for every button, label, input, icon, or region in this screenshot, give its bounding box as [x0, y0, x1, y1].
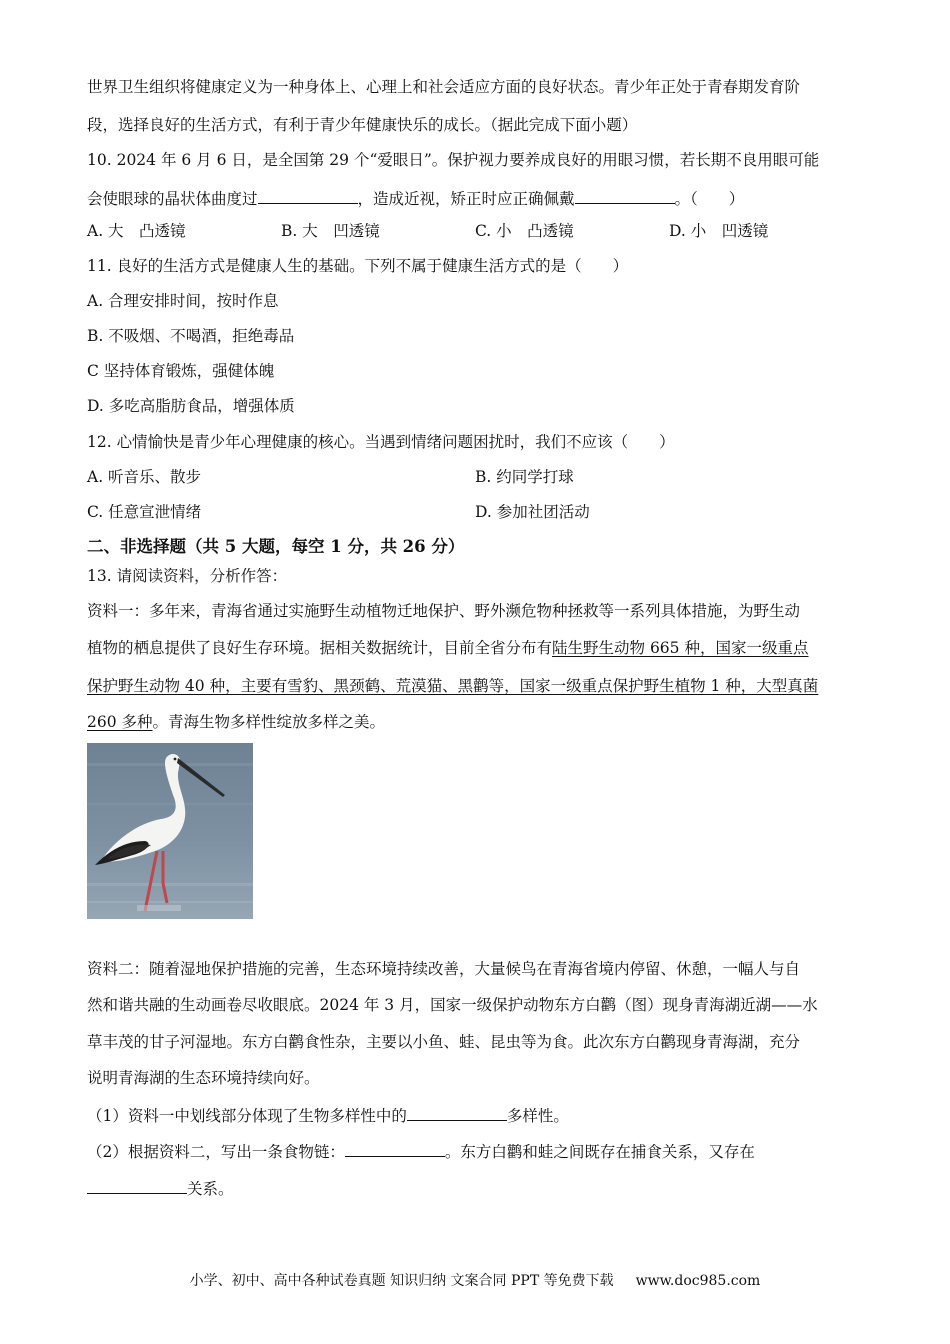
material-2-line-2: 然和谐共融的生动画卷尽收眼底。2024 年 3 月，国家一级保护动物东方白鹳（图）现身青海湖近湖——水 [87, 996, 818, 1014]
q11-stem: 11. 良好的生活方式是健康人生的基础。下列不属于健康生活方式的是（ ） [87, 257, 629, 275]
q11-option-d: D. 多吃高脂肪食品，增强体质 [87, 397, 295, 415]
material-1-underlined-1: 陆生野生动物 665 种，国家一级重点 [552, 639, 809, 657]
q10-option-c: C. 小 凸透镜 [475, 222, 574, 240]
q10-stem-part-b: ，造成近视，矫正时应正确佩戴 [357, 190, 575, 208]
q13-sub-1-part-a: （1）资料一中划线部分体现了生物多样性中的 [87, 1107, 407, 1125]
q10-stem-line-2 [87, 187, 744, 209]
q10-stem-part-a: 会使眼球的晶状体曲度过 [87, 190, 258, 208]
q13-sub-2-continued [87, 1177, 234, 1199]
q13-sub-1 [87, 1104, 569, 1126]
material-1-line-1: 资料一：多年来，青海省通过实施野生动植物迁地保护、野外濒危物种拯救等一系列具体措施，为野生动 [87, 602, 801, 620]
q10-option-d: D. 小 凹透镜 [669, 222, 769, 240]
q12-option-b: B. 约同学打球 [475, 468, 574, 486]
intro-line-1: 世界卫生组织将健康定义为一种身体上、心理上和社会适应方面的良好状态。青少年正处于青春期发育阶 [87, 78, 801, 96]
material-2-line-1: 资料二：随着湿地保护措施的完善，生态环境持续改善，大量候鸟在青海省境内停留、休憩，一幅人与自 [87, 960, 801, 978]
oriental-stork-photo [87, 743, 253, 919]
q10-option-b: B. 大 凹透镜 [281, 222, 380, 240]
q13-sub-2 [87, 1140, 755, 1162]
q12-stem: 12. 心情愉快是青少年心理健康的核心。当遇到情绪问题困扰时，我们不应该（ ） [87, 433, 675, 451]
q13-sub-2-part-a: （2）根据资料二，写出一条食物链： [87, 1143, 345, 1161]
q13-stem: 13. 请阅读资料，分析作答： [87, 567, 288, 585]
q13-sub-1-part-b: 多样性。 [506, 1107, 569, 1125]
q12-option-d: D. 参加社团活动 [475, 503, 590, 521]
material-1-line-3 [87, 676, 818, 696]
q11-option-c: C 坚持体育锻炼，强健体魄 [87, 362, 275, 380]
q13-sub-2-part-b: 。东方白鹳和蛙之间既存在捕食关系，又存在 [444, 1143, 755, 1161]
q10-option-a: A. 大 凸透镜 [87, 222, 186, 240]
q10-stem-line-1: 10. 2024 年 6 月 6 日，是全国第 29 个“爱眼日”。保护视力要养成良好的用眼习惯，若长期不良用眼可能 [87, 151, 820, 169]
q11-option-b: B. 不吸烟、不喝酒，拒绝毒品 [87, 327, 295, 345]
q10-blank-2 [575, 187, 675, 204]
material-2-line-3: 草丰茂的甘子河湿地。东方白鹳食性杂，主要以小鱼、蛙、昆虫等为食。此次东方白鹳现身青海湖，充分 [87, 1033, 801, 1051]
footer-text: 小学、初中、高中各种试卷真题 知识归纳 文案合同 PPT 等免费下载 [189, 1273, 614, 1289]
footer-url[interactable]: www.doc985.com [635, 1273, 761, 1289]
material-1-underlined-3: 260 多种 [87, 713, 153, 731]
q13-sub-2-part-c: 关系。 [187, 1180, 234, 1198]
material-1-line-2-plain: 植物的栖息提供了良好生存环境。据相关数据统计，目前全省分布有 [87, 639, 553, 657]
q10-stem-part-c: 。（ ） [674, 190, 745, 208]
material-1-line-4-plain: 。青海生物多样性绽放多样之美。 [152, 713, 386, 731]
page-footer [0, 1270, 950, 1290]
q13-sub-2-blank-2 [87, 1177, 187, 1194]
q12-option-a: A. 听音乐、散步 [87, 468, 202, 486]
q10-blank-1 [258, 187, 358, 204]
q12-option-c: C. 任意宣泄情绪 [87, 503, 202, 521]
material-2-line-4: 说明青海湖的生态环境持续向好。 [87, 1069, 320, 1087]
intro-line-2: 段，选择良好的生活方式，有利于青少年健康快乐的成长。（据此完成下面小题） [87, 116, 638, 134]
q11-option-a: A. 合理安排时间，按时作息 [87, 292, 279, 310]
q13-sub-1-blank [407, 1104, 507, 1121]
material-1-line-2 [87, 638, 808, 658]
q13-sub-2-blank-1 [345, 1140, 445, 1157]
material-1-line-4 [87, 712, 385, 732]
section-2-title: 二、非选择题（共 5 大题，每空 1 分，共 26 分） [87, 537, 465, 556]
material-1-underlined-2: 保护野生动物 40 种，主要有雪豹、黑颈鹤、荒漠猫、黑鹳等，国家一级重点保护野生植物 1 种，大型真菌 [87, 677, 819, 695]
